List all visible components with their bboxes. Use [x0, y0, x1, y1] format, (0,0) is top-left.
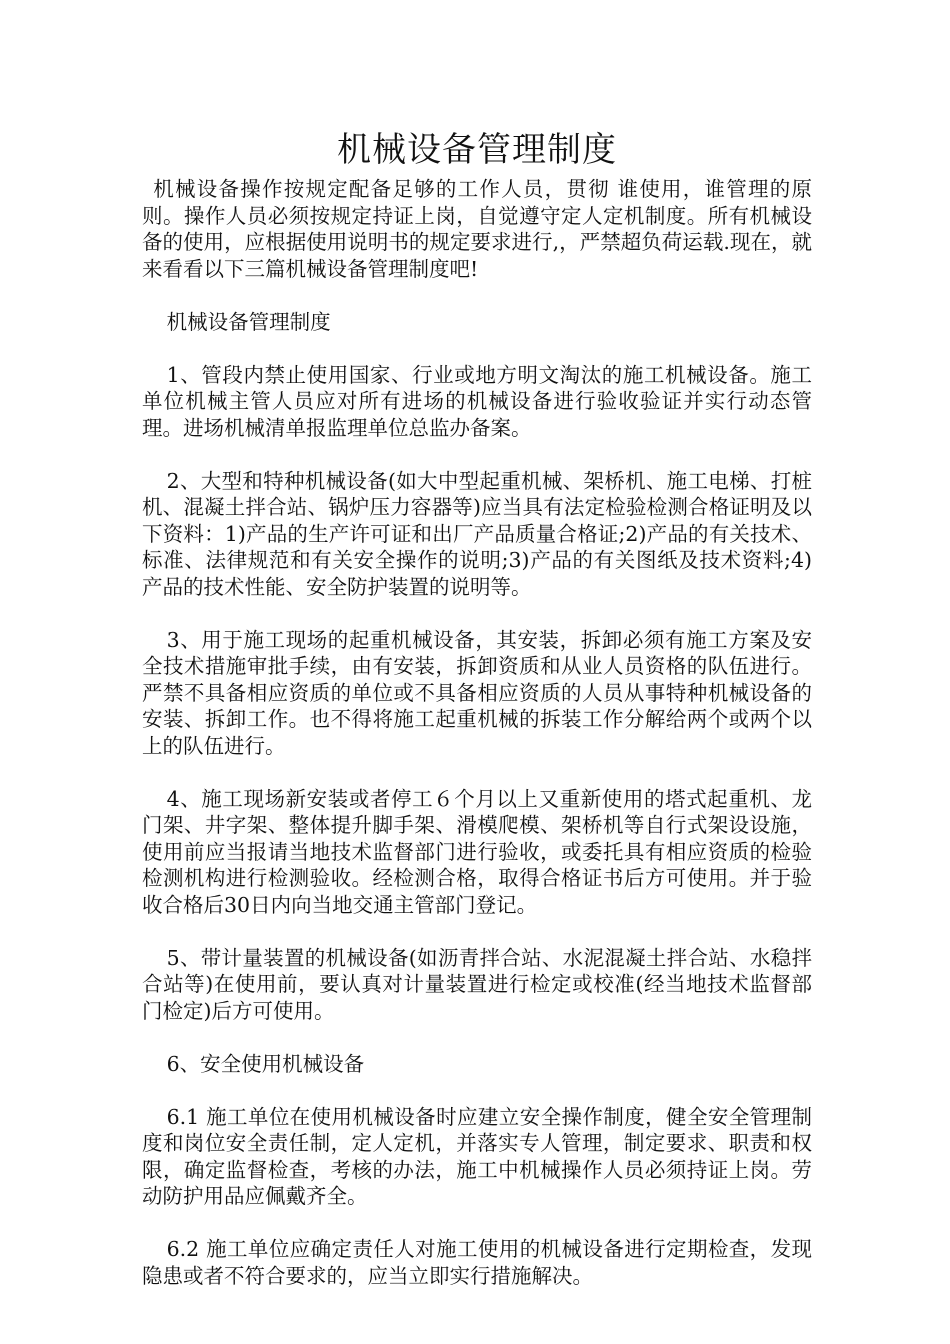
paragraph-2: 2、大型和特种机械设备(如大中型起重机械、架桥机、施工电梯、打桩机、混凝土拌合站、锅炉压力容器等)应当具有法定检验检测合格证明及以下资料：1)产品的生产许可证和出厂产品质量合格证;2)产品的有关技术、标准、法律规范和有关安全操作的说明;3)产品的有关图纸及技术资料;4)产品的技术性能、安全防护装置的说明等。: [142, 468, 812, 599]
paragraph-6-1: 6.1 施工单位在使用机械设备时应建立安全操作制度，健全安全管理制度和岗位安全责任制，定人定机，并落实专人管理，制定要求、职责和权限，确定监督检查，考核的办法，施工中机械操作人员必须持证上岗。劳动防护用品应佩戴齐全。: [142, 1104, 812, 1208]
paragraph-3: 3、用于施工现场的起重机械设备，其安装，拆卸必须有施工方案及安全技术措施审批手续，由有安装，拆卸资质和从业人员资格的队伍进行。严禁不具备相应资质的单位或不具备相应资质的人员从事特种机械设备的安装、拆卸工作。也不得将施工起重机械的拆装工作分解给两个或两个以上的队伍进行。: [142, 627, 812, 758]
paragraph-6-2: 6.2 施工单位应确定责任人对施工使用的机械设备进行定期检查，发现隐患或者不符合要求的，应当立即实行措施解决。: [142, 1237, 812, 1288]
paragraph-5: 5、带计量装置的机械设备(如沥青拌合站、水泥混凝土拌合站、水稳拌合站等)在使用前，要认真对计量装置进行检定或校准(经当地技术监督部门检定)后方可使用。: [142, 945, 812, 1023]
paragraph-1: 1、管段内禁止使用国家、行业或地方明文淘汰的施工机械设备。施工单位机械主管人员应对所有进场的机械设备进行验收验证并实行动态管理。进场机械清单报监理单位总监办备案。: [142, 362, 812, 440]
section-heading: 机械设备管理制度: [166, 309, 331, 334]
document-title: 机械设备管理制度: [337, 130, 617, 170]
intro-paragraph: 机械设备操作按规定配备足够的工作人员，贯彻 谁使用，谁管理的原则。操作人员必须按规定持证上岗，自觉遵守定人定机制度。所有机械设备的使用，应根据使用说明书的规定要求进行,，严禁超负荷运载.现在，就来看看以下三篇机械设备管理制度吧!: [142, 177, 812, 281]
paragraph-4: 4、施工现场新安装或者停工６个月以上又重新使用的塔式起重机、龙门架、井字架、整体提升脚手架、滑模爬模、架桥机等自行式架设设施，使用前应当报请当地技术监督部门进行验收，或委托具有相应资质的检验检测机构进行检测验收。经检测合格，取得合格证书后方可使用。并于验收合格后30日内向当地交通主管部门登记。: [142, 786, 812, 917]
document-page: [142, 126, 812, 1316]
paragraph-6-heading: 6、安全使用机械设备: [166, 1051, 365, 1076]
